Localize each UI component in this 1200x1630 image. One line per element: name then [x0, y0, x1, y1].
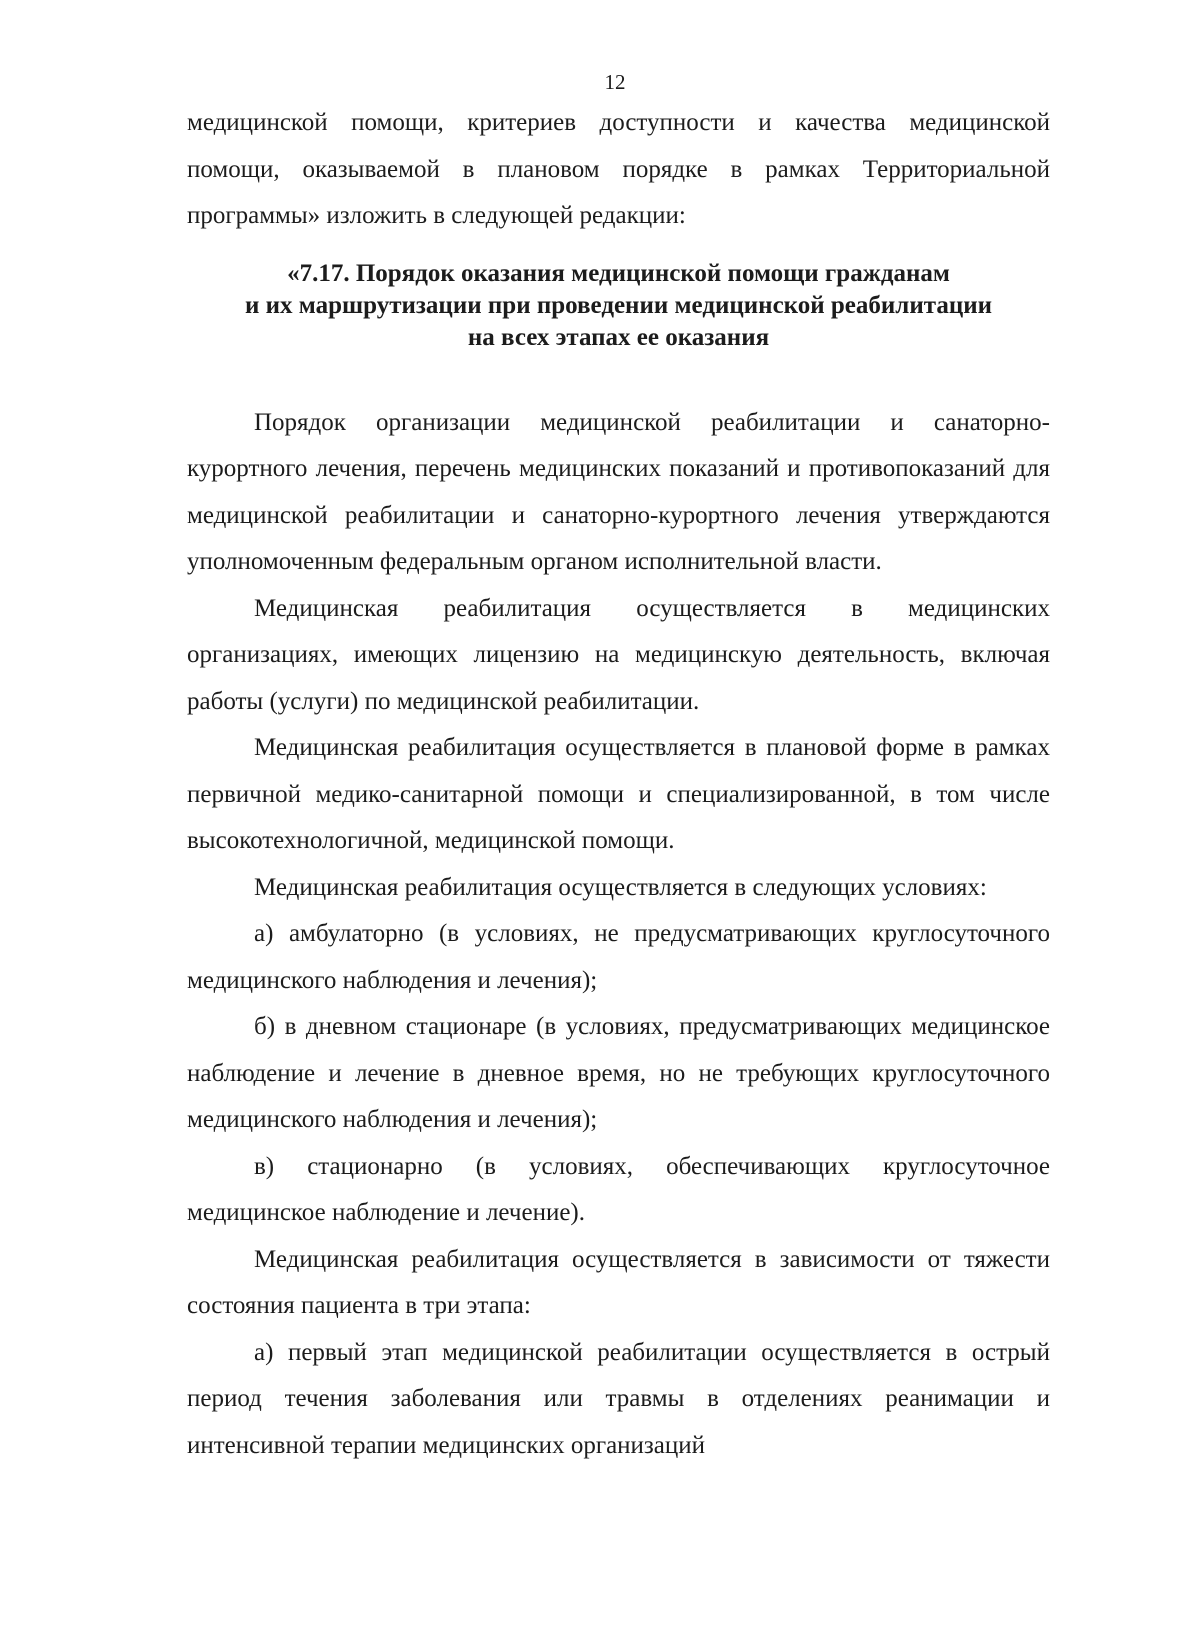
- paragraph: Медицинская реабилитация осуществляется в плановой форме в рамках первичной медико-санитарной помощи и специализированной, в том числе высокотехнологичной, медицинской помощи.: [187, 734, 1050, 854]
- page-number: 12: [604, 70, 626, 94]
- heading-line: и их маршрутизации при проведении медицинской реабилитации: [244, 291, 993, 319]
- paragraph: Медицинская реабилитация осуществляется в следующих условиях:: [254, 873, 987, 901]
- section-heading: [187, 258, 1050, 354]
- paragraph: Медицинская реабилитация осуществляется в медицинских организациях, имеющих лицензию на медицинскую деятельность, включая работы (услуги) по медицинской реабилитации.: [187, 594, 1050, 715]
- intro-line: медицинской помощи, критериев доступности и качества медицинской: [187, 109, 1050, 136]
- intro-line: программы» изложить в следующей редакции:: [187, 202, 686, 229]
- intro-line: помощи, оказываемой в плановом порядке в рамках Территориальной: [187, 155, 1050, 183]
- list-item: а) первый этап медицинской реабилитации осуществляется в острый период течения заболевания или травмы в отделениях реанимации и интенсивной терапии медицинских организаций: [187, 1338, 1050, 1459]
- list-item: а) амбулаторно (в условиях, не предусматривающих круглосуточного медицинского наблюдения и лечения);: [187, 920, 1050, 994]
- paragraph: Медицинская реабилитация осуществляется в зависимости от тяжести состояния пациента в три этапа:: [187, 1245, 1050, 1319]
- heading-line: на всех этапах ее оказания: [467, 323, 770, 351]
- heading-line: «7.17. Порядок оказания медицинской помощи гражданам: [287, 259, 950, 287]
- list-item: б) в дневном стационаре (в условиях, предусматривающих медицинское наблюдение и лечение в дневное время, но не требующих круглосуточного медицинского наблюдения и лечения);: [187, 1013, 1050, 1133]
- intro-block: [187, 100, 1050, 240]
- document-body: [187, 100, 1050, 1469]
- paragraph: Порядок организации медицинской реабилитации и санаторно-курортного лечения, перечень медицинских показаний и противопоказаний для медицинской реабилитации и санаторно-курортного лечения утверждаются уполномоченным федеральным органом исполнительной власти.: [187, 408, 1050, 575]
- list-item: в) стационарно (в условиях, обеспечивающих круглосуточное медицинское наблюдение и лечение).: [187, 1152, 1050, 1226]
